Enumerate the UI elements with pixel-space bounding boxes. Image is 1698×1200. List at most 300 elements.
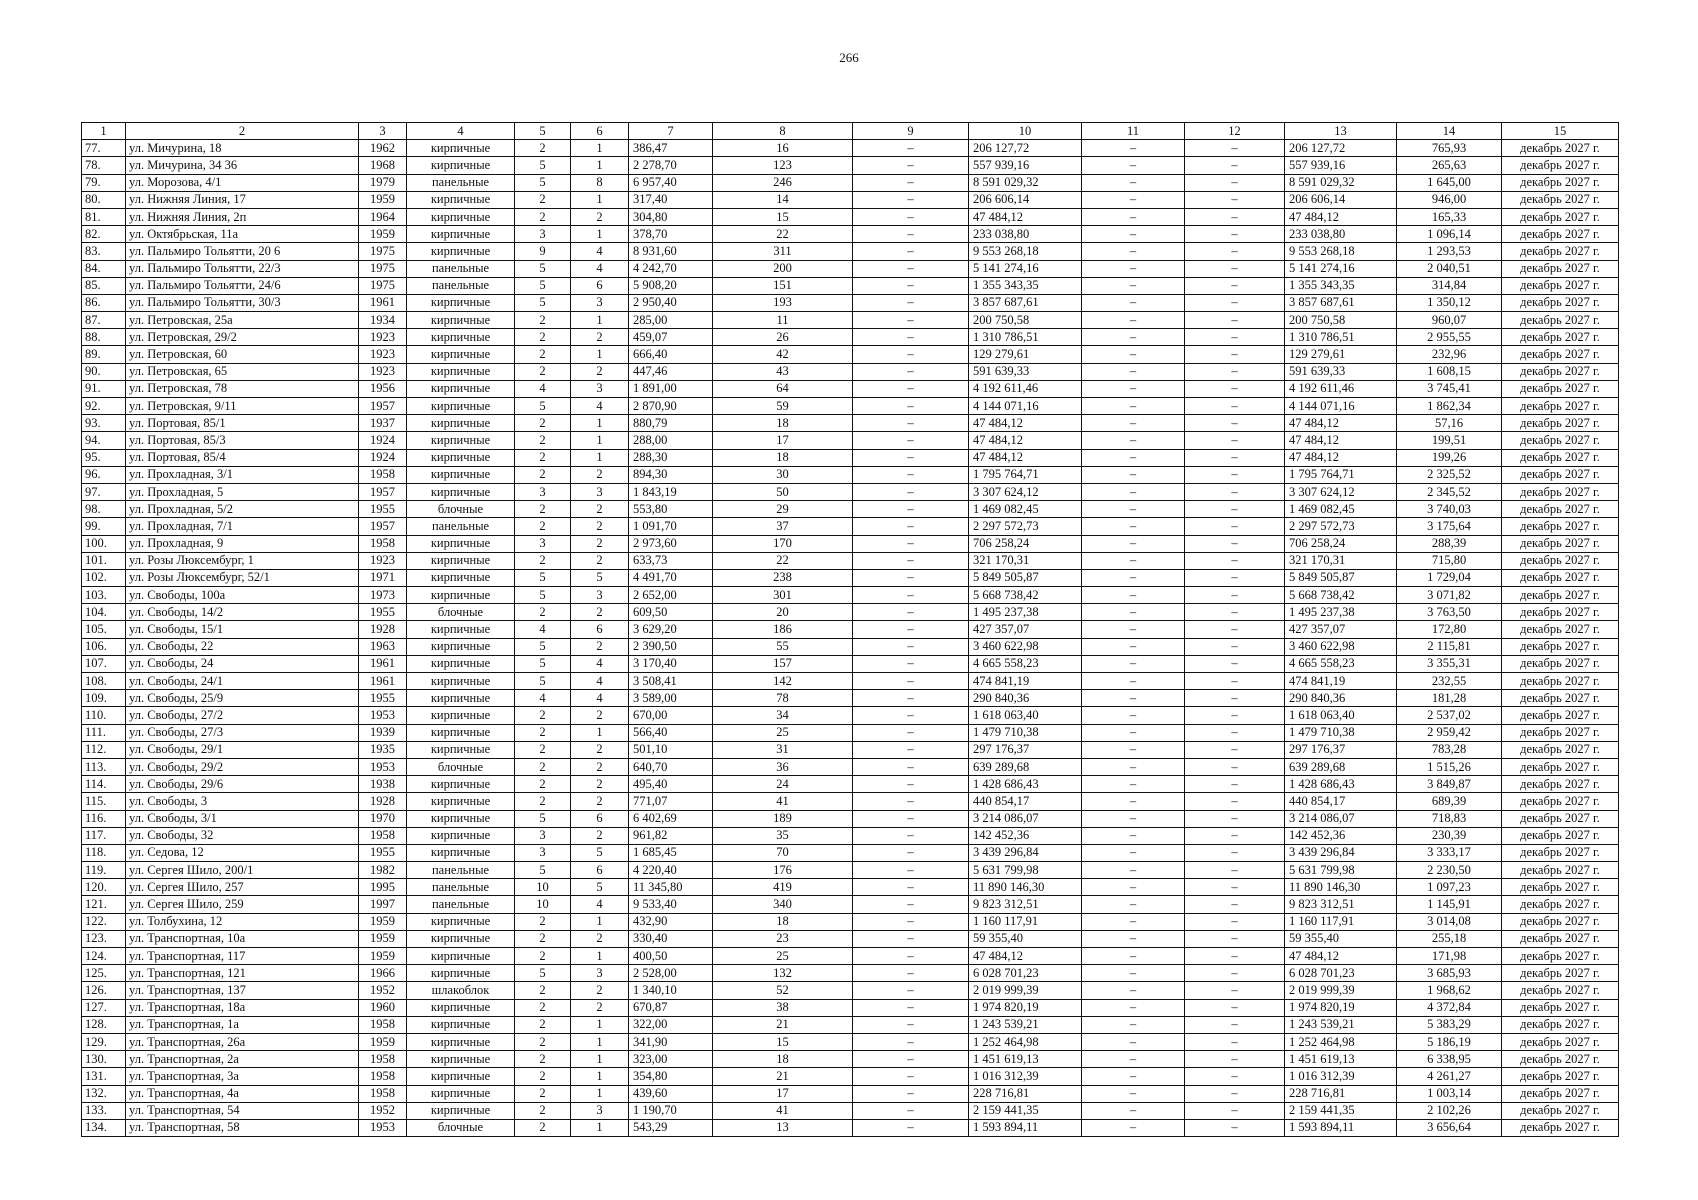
table-cell-col-9: – xyxy=(853,1033,969,1050)
table-row xyxy=(82,174,1619,191)
table-cell-col-5: 3 xyxy=(515,483,571,500)
table-cell-col-9: – xyxy=(853,913,969,930)
column-header-15: 15 xyxy=(1502,123,1619,140)
table-cell-col-15: декабрь 2027 г. xyxy=(1502,260,1619,277)
column-header-5: 5 xyxy=(515,123,571,140)
table-cell-col-6: 1 xyxy=(571,1085,629,1102)
table-cell-col-8: 52 xyxy=(713,982,853,999)
table-row xyxy=(82,191,1619,208)
table-cell-col-11: – xyxy=(1082,501,1185,518)
table-row xyxy=(82,157,1619,174)
table-cell-col-2: ул. Нижняя Линия, 17 xyxy=(126,191,359,208)
table-cell-col-3: 1957 xyxy=(359,518,407,535)
table-cell-col-1: 111. xyxy=(82,724,126,741)
table-cell-col-15: декабрь 2027 г. xyxy=(1502,793,1619,810)
table-cell-col-1: 134. xyxy=(82,1119,126,1136)
table-cell-col-6: 1 xyxy=(571,948,629,965)
table-cell-col-5: 5 xyxy=(515,174,571,191)
table-cell-col-14: 230,39 xyxy=(1397,827,1502,844)
table-cell-col-13: 8 591 029,32 xyxy=(1285,174,1397,191)
table-cell-col-15: декабрь 2027 г. xyxy=(1502,483,1619,500)
table-cell-col-11: – xyxy=(1082,982,1185,999)
table-cell-col-1: 90. xyxy=(82,363,126,380)
table-cell-col-4: кирпичные xyxy=(407,243,515,260)
table-cell-col-2: ул. Петровская, 78 xyxy=(126,380,359,397)
table-cell-col-5: 4 xyxy=(515,380,571,397)
table-cell-col-1: 94. xyxy=(82,432,126,449)
table-cell-col-1: 98. xyxy=(82,501,126,518)
table-cell-col-8: 18 xyxy=(713,449,853,466)
table-cell-col-12: – xyxy=(1185,965,1285,982)
table-cell-col-4: кирпичные xyxy=(407,226,515,243)
table-cell-col-15: декабрь 2027 г. xyxy=(1502,174,1619,191)
table-cell-col-4: кирпичные xyxy=(407,191,515,208)
table-cell-col-15: декабрь 2027 г. xyxy=(1502,226,1619,243)
table-cell-col-7: 5 908,20 xyxy=(629,277,713,294)
table-cell-col-2: ул. Транспортная, 4а xyxy=(126,1085,359,1102)
table-cell-col-10: 3 214 086,07 xyxy=(969,810,1082,827)
table-cell-col-14: 1 293,53 xyxy=(1397,243,1502,260)
table-cell-col-9: – xyxy=(853,827,969,844)
table-cell-col-4: панельные xyxy=(407,277,515,294)
table-cell-col-9: – xyxy=(853,776,969,793)
table-cell-col-2: ул. Свободы, 29/2 xyxy=(126,758,359,775)
table-row xyxy=(82,552,1619,569)
table-cell-col-9: – xyxy=(853,673,969,690)
table-cell-col-4: кирпичные xyxy=(407,380,515,397)
table-cell-col-13: 5 849 505,87 xyxy=(1285,569,1397,586)
table-cell-col-6: 2 xyxy=(571,535,629,552)
table-cell-col-12: – xyxy=(1185,587,1285,604)
table-cell-col-5: 2 xyxy=(515,140,571,157)
table-cell-col-10: 2 297 572,73 xyxy=(969,518,1082,535)
table-cell-col-13: 1 252 464,98 xyxy=(1285,1033,1397,1050)
table-cell-col-10: 5 141 274,16 xyxy=(969,260,1082,277)
table-header xyxy=(82,123,1619,140)
table-cell-col-11: – xyxy=(1082,758,1185,775)
table-cell-col-14: 783,28 xyxy=(1397,741,1502,758)
table-cell-col-2: ул. Транспортная, 137 xyxy=(126,982,359,999)
table-cell-col-12: – xyxy=(1185,191,1285,208)
table-cell-col-11: – xyxy=(1082,329,1185,346)
table-cell-col-13: 6 028 701,23 xyxy=(1285,965,1397,982)
table-cell-col-8: 238 xyxy=(713,569,853,586)
table-cell-col-12: – xyxy=(1185,226,1285,243)
table-cell-col-6: 4 xyxy=(571,260,629,277)
table-cell-col-5: 9 xyxy=(515,243,571,260)
table-cell-col-11: – xyxy=(1082,140,1185,157)
table-cell-col-12: – xyxy=(1185,844,1285,861)
table-cell-col-7: 2 528,00 xyxy=(629,965,713,982)
table-cell-col-5: 2 xyxy=(515,466,571,483)
table-cell-col-13: 4 144 071,16 xyxy=(1285,398,1397,415)
table-cell-col-7: 609,50 xyxy=(629,604,713,621)
table-row xyxy=(82,913,1619,930)
table-row xyxy=(82,948,1619,965)
table-cell-col-2: ул. Сергея Шило, 257 xyxy=(126,879,359,896)
table-cell-col-4: кирпичные xyxy=(407,569,515,586)
table-cell-col-7: 330,40 xyxy=(629,930,713,947)
table-cell-col-11: – xyxy=(1082,466,1185,483)
table-cell-col-9: – xyxy=(853,1016,969,1033)
table-cell-col-2: ул. Розы Люксембург, 1 xyxy=(126,552,359,569)
table-cell-col-13: 3 307 624,12 xyxy=(1285,483,1397,500)
table-cell-col-15: декабрь 2027 г. xyxy=(1502,587,1619,604)
table-cell-col-15: декабрь 2027 г. xyxy=(1502,1085,1619,1102)
table-cell-col-10: 1 160 117,91 xyxy=(969,913,1082,930)
table-cell-col-5: 4 xyxy=(515,621,571,638)
table-cell-col-3: 1959 xyxy=(359,1033,407,1050)
table-cell-col-1: 117. xyxy=(82,827,126,844)
table-cell-col-15: декабрь 2027 г. xyxy=(1502,655,1619,672)
table-cell-col-1: 100. xyxy=(82,535,126,552)
table-cell-col-7: 386,47 xyxy=(629,140,713,157)
table-cell-col-8: 193 xyxy=(713,294,853,311)
table-cell-col-15: декабрь 2027 г. xyxy=(1502,294,1619,311)
table-cell-col-13: 200 750,58 xyxy=(1285,312,1397,329)
table-cell-col-8: 24 xyxy=(713,776,853,793)
table-cell-col-11: – xyxy=(1082,673,1185,690)
table-cell-col-9: – xyxy=(853,415,969,432)
table-cell-col-5: 2 xyxy=(515,707,571,724)
table-cell-col-3: 1975 xyxy=(359,243,407,260)
table-row xyxy=(82,965,1619,982)
table-cell-col-7: 1 843,19 xyxy=(629,483,713,500)
table-cell-col-7: 495,40 xyxy=(629,776,713,793)
table-row xyxy=(82,449,1619,466)
table-cell-col-12: – xyxy=(1185,604,1285,621)
table-cell-col-12: – xyxy=(1185,741,1285,758)
table-cell-col-7: 9 533,40 xyxy=(629,896,713,913)
table-cell-col-14: 2 230,50 xyxy=(1397,862,1502,879)
table-cell-col-3: 1995 xyxy=(359,879,407,896)
table-cell-col-15: декабрь 2027 г. xyxy=(1502,1033,1619,1050)
table-cell-col-4: кирпичные xyxy=(407,1102,515,1119)
table-cell-col-4: кирпичные xyxy=(407,449,515,466)
table-cell-col-10: 4 192 611,46 xyxy=(969,380,1082,397)
table-cell-col-3: 1966 xyxy=(359,965,407,982)
table-cell-col-10: 228 716,81 xyxy=(969,1085,1082,1102)
table-cell-col-3: 1975 xyxy=(359,277,407,294)
table-cell-col-9: – xyxy=(853,157,969,174)
table-cell-col-9: – xyxy=(853,810,969,827)
table-cell-col-10: 9 553 268,18 xyxy=(969,243,1082,260)
table-cell-col-7: 553,80 xyxy=(629,501,713,518)
table-cell-col-14: 2 102,26 xyxy=(1397,1102,1502,1119)
table-row xyxy=(82,896,1619,913)
table-cell-col-5: 2 xyxy=(515,793,571,810)
table-cell-col-10: 8 591 029,32 xyxy=(969,174,1082,191)
table-cell-col-4: кирпичные xyxy=(407,329,515,346)
column-header-9: 9 xyxy=(853,123,969,140)
table-cell-col-10: 639 289,68 xyxy=(969,758,1082,775)
table-row xyxy=(82,260,1619,277)
table-row xyxy=(82,707,1619,724)
table-cell-col-6: 4 xyxy=(571,243,629,260)
column-header-3: 3 xyxy=(359,123,407,140)
table-cell-col-8: 340 xyxy=(713,896,853,913)
table-row xyxy=(82,776,1619,793)
table-cell-col-8: 21 xyxy=(713,1068,853,1085)
table-cell-col-6: 6 xyxy=(571,810,629,827)
table-cell-col-3: 1958 xyxy=(359,1085,407,1102)
column-header-12: 12 xyxy=(1185,123,1285,140)
table-cell-col-12: – xyxy=(1185,758,1285,775)
table-cell-col-9: – xyxy=(853,930,969,947)
table-cell-col-2: ул. Пальмиро Тольятти, 24/6 xyxy=(126,277,359,294)
column-header-2: 2 xyxy=(126,123,359,140)
table-cell-col-3: 1924 xyxy=(359,432,407,449)
table-cell-col-6: 3 xyxy=(571,380,629,397)
table-cell-col-8: 311 xyxy=(713,243,853,260)
table-cell-col-11: – xyxy=(1082,690,1185,707)
table-row xyxy=(82,518,1619,535)
table-cell-col-4: кирпичные xyxy=(407,294,515,311)
table-cell-col-7: 880,79 xyxy=(629,415,713,432)
table-cell-col-8: 18 xyxy=(713,913,853,930)
table-cell-col-13: 1 795 764,71 xyxy=(1285,466,1397,483)
table-cell-col-9: – xyxy=(853,707,969,724)
table-cell-col-15: декабрь 2027 г. xyxy=(1502,707,1619,724)
table-cell-col-7: 2 278,70 xyxy=(629,157,713,174)
table-row xyxy=(82,793,1619,810)
table-cell-col-15: декабрь 2027 г. xyxy=(1502,329,1619,346)
table-cell-col-10: 321 170,31 xyxy=(969,552,1082,569)
table-cell-col-12: – xyxy=(1185,501,1285,518)
table-cell-col-2: ул. Свободы, 3/1 xyxy=(126,810,359,827)
table-cell-col-14: 265,63 xyxy=(1397,157,1502,174)
table-cell-col-8: 41 xyxy=(713,1102,853,1119)
table-cell-col-8: 200 xyxy=(713,260,853,277)
table-cell-col-1: 82. xyxy=(82,226,126,243)
table-cell-col-2: ул. Прохладная, 7/1 xyxy=(126,518,359,535)
table-cell-col-2: ул. Свободы, 25/9 xyxy=(126,690,359,707)
table-cell-col-6: 2 xyxy=(571,208,629,225)
table-cell-col-2: ул. Октябрьская, 11а xyxy=(126,226,359,243)
table-cell-col-6: 1 xyxy=(571,157,629,174)
table-cell-col-6: 3 xyxy=(571,965,629,982)
table-cell-col-1: 125. xyxy=(82,965,126,982)
table-cell-col-2: ул. Транспортная, 18а xyxy=(126,999,359,1016)
table-cell-col-12: – xyxy=(1185,1102,1285,1119)
table-cell-col-4: кирпичные xyxy=(407,638,515,655)
table-cell-col-3: 1955 xyxy=(359,844,407,861)
table-cell-col-1: 83. xyxy=(82,243,126,260)
table-cell-col-3: 1964 xyxy=(359,208,407,225)
table-cell-col-2: ул. Транспортная, 1а xyxy=(126,1016,359,1033)
table-cell-col-9: – xyxy=(853,294,969,311)
table-cell-col-15: декабрь 2027 г. xyxy=(1502,1068,1619,1085)
table-cell-col-5: 2 xyxy=(515,913,571,930)
table-cell-col-13: 5 141 274,16 xyxy=(1285,260,1397,277)
table-cell-col-8: 38 xyxy=(713,999,853,1016)
table-cell-col-14: 3 355,31 xyxy=(1397,655,1502,672)
table-row xyxy=(82,862,1619,879)
table-cell-col-2: ул. Сергея Шило, 200/1 xyxy=(126,862,359,879)
table-cell-col-14: 2 115,81 xyxy=(1397,638,1502,655)
table-cell-col-1: 110. xyxy=(82,707,126,724)
table-cell-col-9: – xyxy=(853,604,969,621)
table-cell-col-13: 59 355,40 xyxy=(1285,930,1397,947)
table-cell-col-6: 1 xyxy=(571,226,629,243)
table-cell-col-12: – xyxy=(1185,638,1285,655)
table-cell-col-6: 1 xyxy=(571,913,629,930)
table-cell-col-2: ул. Транспортная, 26а xyxy=(126,1033,359,1050)
table-cell-col-8: 13 xyxy=(713,1119,853,1136)
table-cell-col-1: 108. xyxy=(82,673,126,690)
table-cell-col-10: 1 618 063,40 xyxy=(969,707,1082,724)
table-cell-col-3: 1957 xyxy=(359,483,407,500)
table-cell-col-15: декабрь 2027 г. xyxy=(1502,673,1619,690)
table-cell-col-13: 297 176,37 xyxy=(1285,741,1397,758)
table-cell-col-8: 78 xyxy=(713,690,853,707)
table-cell-col-15: декабрь 2027 г. xyxy=(1502,999,1619,1016)
table-cell-col-2: ул. Портовая, 85/1 xyxy=(126,415,359,432)
table-cell-col-9: – xyxy=(853,277,969,294)
table-cell-col-1: 119. xyxy=(82,862,126,879)
table-cell-col-2: ул. Свободы, 27/3 xyxy=(126,724,359,741)
table-cell-col-9: – xyxy=(853,260,969,277)
table-cell-col-5: 5 xyxy=(515,965,571,982)
table-cell-col-7: 354,80 xyxy=(629,1068,713,1085)
table-cell-col-14: 3 745,41 xyxy=(1397,380,1502,397)
table-cell-col-12: – xyxy=(1185,1016,1285,1033)
table-cell-col-4: кирпичные xyxy=(407,466,515,483)
table-cell-col-6: 4 xyxy=(571,673,629,690)
table-cell-col-11: – xyxy=(1082,398,1185,415)
table-cell-col-3: 1961 xyxy=(359,673,407,690)
table-cell-col-4: кирпичные xyxy=(407,1068,515,1085)
table-cell-col-12: – xyxy=(1185,1085,1285,1102)
table-row xyxy=(82,844,1619,861)
table-cell-col-2: ул. Прохладная, 9 xyxy=(126,535,359,552)
table-cell-col-15: декабрь 2027 г. xyxy=(1502,415,1619,432)
header-row xyxy=(82,123,1619,140)
table-cell-col-8: 22 xyxy=(713,226,853,243)
table-cell-col-10: 206 127,72 xyxy=(969,140,1082,157)
table-cell-col-1: 93. xyxy=(82,415,126,432)
table-cell-col-9: – xyxy=(853,191,969,208)
table-cell-col-15: декабрь 2027 г. xyxy=(1502,466,1619,483)
table-cell-col-9: – xyxy=(853,879,969,896)
table-cell-col-8: 170 xyxy=(713,535,853,552)
table-cell-col-5: 2 xyxy=(515,758,571,775)
table-cell-col-12: – xyxy=(1185,776,1285,793)
table-cell-col-6: 3 xyxy=(571,294,629,311)
table-cell-col-1: 92. xyxy=(82,398,126,415)
column-header-10: 10 xyxy=(969,123,1082,140)
table-cell-col-10: 47 484,12 xyxy=(969,208,1082,225)
table-cell-col-11: – xyxy=(1082,1119,1185,1136)
table-cell-col-12: – xyxy=(1185,724,1285,741)
table-cell-col-5: 5 xyxy=(515,638,571,655)
table-cell-col-5: 2 xyxy=(515,1051,571,1068)
table-cell-col-5: 3 xyxy=(515,226,571,243)
table-cell-col-1: 116. xyxy=(82,810,126,827)
table-cell-col-5: 2 xyxy=(515,999,571,1016)
table-cell-col-3: 1959 xyxy=(359,226,407,243)
table-cell-col-3: 1997 xyxy=(359,896,407,913)
table-cell-col-4: панельные xyxy=(407,896,515,913)
table-cell-col-4: кирпичные xyxy=(407,432,515,449)
table-cell-col-12: – xyxy=(1185,329,1285,346)
table-cell-col-7: 771,07 xyxy=(629,793,713,810)
table-cell-col-10: 11 890 146,30 xyxy=(969,879,1082,896)
table-cell-col-14: 1 097,23 xyxy=(1397,879,1502,896)
table-cell-col-14: 2 537,02 xyxy=(1397,707,1502,724)
table-cell-col-6: 2 xyxy=(571,793,629,810)
table-cell-col-15: декабрь 2027 г. xyxy=(1502,604,1619,621)
table-cell-col-6: 2 xyxy=(571,466,629,483)
table-cell-col-11: – xyxy=(1082,965,1185,982)
table-cell-col-1: 103. xyxy=(82,587,126,604)
table-cell-col-3: 1958 xyxy=(359,1051,407,1068)
table-cell-col-4: кирпичные xyxy=(407,999,515,1016)
table-cell-col-8: 132 xyxy=(713,965,853,982)
table-cell-col-11: – xyxy=(1082,999,1185,1016)
table-cell-col-10: 2 159 441,35 xyxy=(969,1102,1082,1119)
table-cell-col-7: 670,87 xyxy=(629,999,713,1016)
table-cell-col-15: декабрь 2027 г. xyxy=(1502,879,1619,896)
table-cell-col-8: 43 xyxy=(713,363,853,380)
table-cell-col-4: блочные xyxy=(407,758,515,775)
table-cell-col-15: декабрь 2027 г. xyxy=(1502,844,1619,861)
table-cell-col-12: – xyxy=(1185,948,1285,965)
table-cell-col-13: 1 428 686,43 xyxy=(1285,776,1397,793)
table-cell-col-8: 59 xyxy=(713,398,853,415)
table-cell-col-9: – xyxy=(853,501,969,518)
table-cell-col-4: кирпичные xyxy=(407,913,515,930)
table-cell-col-5: 3 xyxy=(515,844,571,861)
table-cell-col-10: 297 176,37 xyxy=(969,741,1082,758)
table-cell-col-5: 5 xyxy=(515,398,571,415)
table-cell-col-14: 689,39 xyxy=(1397,793,1502,810)
table-cell-col-10: 3 307 624,12 xyxy=(969,483,1082,500)
table-cell-col-11: – xyxy=(1082,346,1185,363)
table-cell-col-13: 2 297 572,73 xyxy=(1285,518,1397,535)
table-cell-col-13: 427 357,07 xyxy=(1285,621,1397,638)
table-cell-col-2: ул. Свободы, 29/6 xyxy=(126,776,359,793)
table-cell-col-8: 18 xyxy=(713,1051,853,1068)
table-cell-col-8: 15 xyxy=(713,208,853,225)
table-cell-col-7: 670,00 xyxy=(629,707,713,724)
table-cell-col-1: 124. xyxy=(82,948,126,965)
table-cell-col-7: 304,80 xyxy=(629,208,713,225)
table-cell-col-10: 706 258,24 xyxy=(969,535,1082,552)
table-cell-col-14: 1 608,15 xyxy=(1397,363,1502,380)
table-cell-col-10: 591 639,33 xyxy=(969,363,1082,380)
table-cell-col-1: 88. xyxy=(82,329,126,346)
table-cell-col-6: 1 xyxy=(571,1051,629,1068)
table-cell-col-7: 566,40 xyxy=(629,724,713,741)
table-row xyxy=(82,827,1619,844)
table-cell-col-6: 2 xyxy=(571,999,629,1016)
table-cell-col-5: 2 xyxy=(515,346,571,363)
table-cell-col-9: – xyxy=(853,483,969,500)
table-cell-col-14: 718,83 xyxy=(1397,810,1502,827)
table-cell-col-11: – xyxy=(1082,157,1185,174)
table-cell-col-2: ул. Свободы, 27/2 xyxy=(126,707,359,724)
table-cell-col-9: – xyxy=(853,758,969,775)
table-cell-col-1: 126. xyxy=(82,982,126,999)
table-cell-col-15: декабрь 2027 г. xyxy=(1502,690,1619,707)
table-cell-col-5: 2 xyxy=(515,432,571,449)
table-cell-col-7: 1 091,70 xyxy=(629,518,713,535)
table-cell-col-14: 3 175,64 xyxy=(1397,518,1502,535)
table-cell-col-12: – xyxy=(1185,243,1285,260)
table-cell-col-14: 5 383,29 xyxy=(1397,1016,1502,1033)
table-cell-col-2: ул. Петровская, 25а xyxy=(126,312,359,329)
